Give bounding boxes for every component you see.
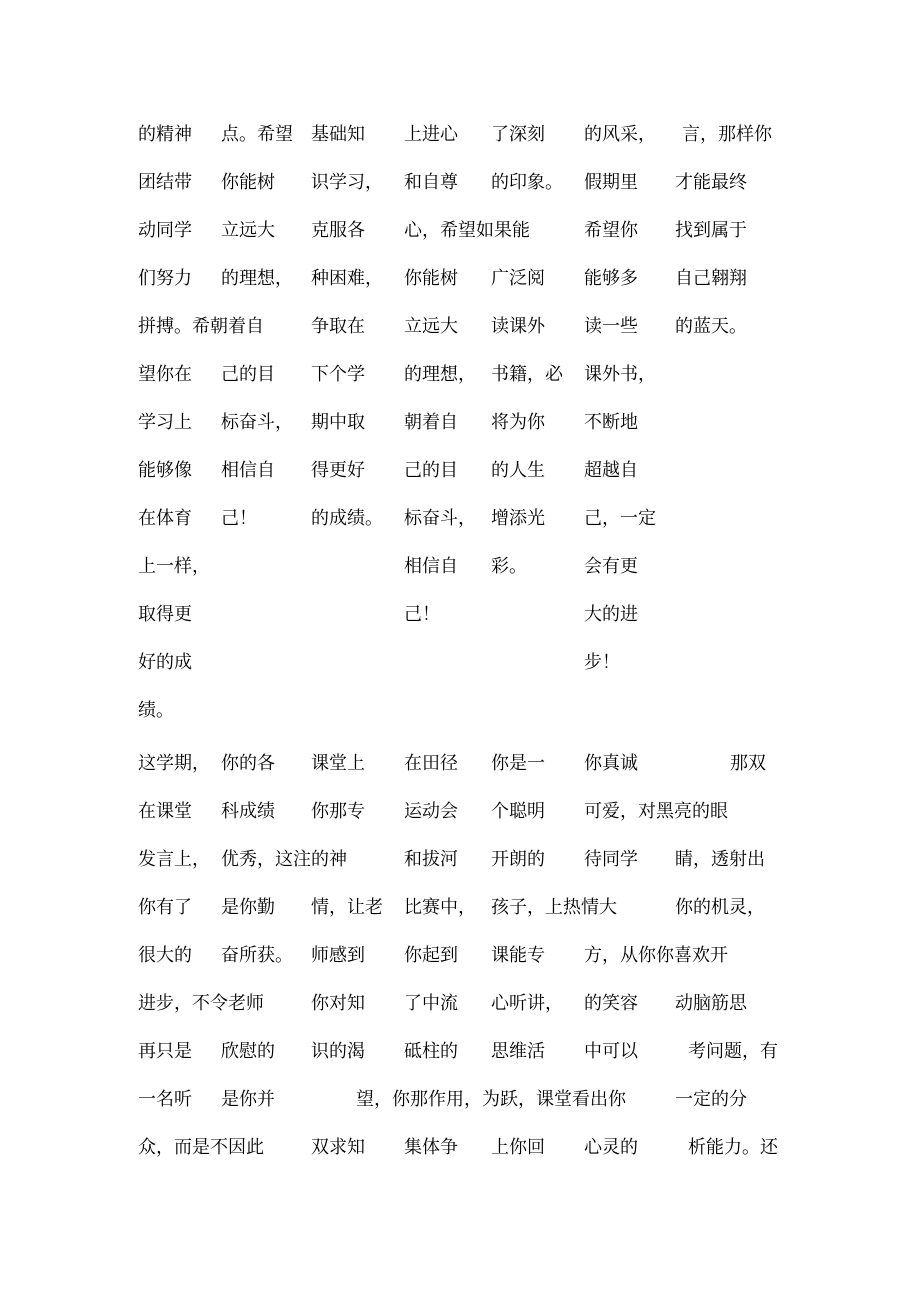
text-cell: 心灵的 — [584, 1137, 638, 1158]
text-cell: 的印象。 — [491, 172, 563, 193]
text-cell: 很大的 — [138, 945, 192, 966]
text-cell: 奋所获。 — [221, 945, 293, 966]
text-cell: 集体争 — [404, 1137, 458, 1158]
text-cell: 进步，不令老师 — [138, 993, 264, 1014]
text-cell: 开朗的 — [491, 849, 545, 870]
text-cell: 争取在 — [311, 316, 365, 337]
text-cell: 们努力 — [138, 268, 192, 289]
text-cell: 个聪明 — [491, 801, 545, 822]
text-cell: 了深刻 — [491, 124, 545, 145]
text-cell: 你有了 — [138, 897, 192, 918]
text-cell: 待同学 — [584, 849, 638, 870]
text-cell: 你的机灵， — [675, 897, 765, 918]
text-cell: 师感到 — [311, 945, 365, 966]
text-cell: 发言上， — [138, 849, 210, 870]
text-cell: 你真诚 — [584, 753, 638, 774]
text-cell: 课能专 — [491, 945, 545, 966]
text-cell: 不断地 — [584, 412, 638, 433]
text-cell: 优秀，这注的神 — [221, 849, 347, 870]
text-cell: 好的成 — [138, 652, 192, 673]
text-cell: 能够多 — [584, 268, 638, 289]
text-cell: 情，让老 — [311, 897, 383, 918]
text-cell: 了中流 — [404, 993, 458, 1014]
text-cell: 中可以 — [584, 1041, 638, 1062]
text-cell: 砥柱的 — [404, 1041, 458, 1062]
text-cell: 基础知 — [311, 124, 365, 145]
text-cell: 在课堂 — [138, 801, 192, 822]
text-cell: 读课外 — [491, 316, 545, 337]
text-cell: 望你在 — [138, 364, 192, 385]
text-cell: 再只是 — [138, 1041, 192, 1062]
text-cell: 相信自 — [221, 460, 275, 481]
text-cell: 识的渴 — [311, 1041, 365, 1062]
text-cell: 运动会 — [404, 801, 458, 822]
text-cell: 拼搏。希朝着自 — [138, 316, 264, 337]
text-cell: 科成绩 — [221, 801, 275, 822]
text-cell: 心，希望如果能 — [404, 220, 530, 241]
text-cell: 期中取 — [311, 412, 365, 433]
text-cell: 的理想， — [404, 364, 476, 385]
text-cell: 的精神 — [138, 124, 192, 145]
text-cell: 绩。 — [138, 700, 174, 721]
text-cell: 将为你 — [491, 412, 545, 433]
text-cell: 己，一定 — [584, 508, 656, 529]
text-cell: 孩子，上热情大 — [491, 897, 617, 918]
text-cell: 你的各 — [221, 753, 275, 774]
text-cell: 己！ — [221, 508, 257, 529]
text-cell: 超越自 — [584, 460, 638, 481]
text-cell: 睛，透射出 — [675, 849, 765, 870]
text-cell: 析能力。还 — [688, 1137, 778, 1158]
text-cell: 取得更 — [138, 604, 192, 625]
text-cell: 克服各 — [311, 220, 365, 241]
text-cell: 你能树 — [221, 172, 275, 193]
text-cell: 标奋斗， — [221, 412, 293, 433]
text-cell: 一定的分 — [675, 1089, 747, 1110]
text-cell: 一名听 — [138, 1089, 192, 1110]
text-cell: 你能树 — [404, 268, 458, 289]
text-cell: 自己翱翔 — [675, 268, 747, 289]
text-cell: 在体育 — [138, 508, 192, 529]
text-cell: 那双 — [730, 753, 766, 774]
text-cell: 得更好 — [311, 460, 365, 481]
text-cell: 思维活 — [491, 1041, 545, 1062]
text-cell: 上一样， — [138, 556, 210, 577]
text-cell: 你对知 — [311, 993, 365, 1014]
text-cell: 上你回 — [491, 1137, 545, 1158]
text-cell: 点。希望 — [221, 124, 293, 145]
text-cell: 己的目 — [221, 364, 275, 385]
text-cell: 比赛中， — [404, 897, 476, 918]
text-cell: 假期里 — [584, 172, 638, 193]
text-cell: 在田径 — [404, 753, 458, 774]
text-cell: 的蓝天。 — [675, 316, 747, 337]
text-cell: 标奋斗， — [404, 508, 476, 529]
text-cell: 种困难， — [311, 268, 383, 289]
text-cell: 双求知 — [311, 1137, 365, 1158]
text-cell: 会有更 — [584, 556, 638, 577]
text-cell: 书籍，必 — [491, 364, 563, 385]
text-cell: 考问题，有 — [688, 1041, 778, 1062]
text-cell: 团结带 — [138, 172, 192, 193]
text-cell: 己的目 — [404, 460, 458, 481]
text-cell: 相信自 — [404, 556, 458, 577]
text-cell: 言，那样你 — [682, 124, 772, 145]
text-cell: 能够像 — [138, 460, 192, 481]
text-cell: 希望你 — [584, 220, 638, 241]
text-cell: 的风采， — [584, 124, 656, 145]
text-cell: 己！ — [404, 604, 440, 625]
text-cell: 课堂上 — [311, 753, 365, 774]
text-cell: 这学期， — [138, 753, 210, 774]
text-cell: 众，而是不因此 — [138, 1137, 264, 1158]
text-cell: 的理想， — [221, 268, 293, 289]
text-cell: 才能最终 — [675, 172, 747, 193]
text-cell: 识学习， — [311, 172, 383, 193]
text-cell: 下个学 — [311, 364, 365, 385]
text-cell: 立远大 — [221, 220, 275, 241]
text-cell: 大的进 — [584, 604, 638, 625]
text-cell: 找到属于 — [675, 220, 747, 241]
text-cell: 心听讲， — [491, 993, 563, 1014]
text-cell: 步！ — [584, 652, 620, 673]
text-cell: 和自尊 — [404, 172, 458, 193]
text-cell: 欣慰的 — [221, 1041, 275, 1062]
text-cell: 的人生 — [491, 460, 545, 481]
text-cell: 的成绩。 — [311, 508, 383, 529]
text-cell: 的笑容 — [584, 993, 638, 1014]
text-cell: 朝着自 — [404, 412, 458, 433]
text-cell: 望，你那作用，为跃，课堂看出你 — [356, 1089, 626, 1110]
text-cell: 课外书， — [584, 364, 656, 385]
text-cell: 彩。 — [491, 556, 527, 577]
text-cell: 你那专 — [311, 801, 365, 822]
text-cell: 是你并 — [221, 1089, 275, 1110]
text-cell: 学习上 — [138, 412, 192, 433]
text-cell: 动脑筋思 — [675, 993, 747, 1014]
text-cell: 可爱，对黑亮的眼 — [584, 801, 728, 822]
text-cell: 和拔河 — [404, 849, 458, 870]
text-cell: 立远大 — [404, 316, 458, 337]
text-cell: 动同学 — [138, 220, 192, 241]
text-cell: 你起到 — [404, 945, 458, 966]
text-cell: 上进心 — [404, 124, 458, 145]
text-cell: 你是一 — [491, 753, 545, 774]
text-cell: 是你勤 — [221, 897, 275, 918]
text-cell: 广泛阅 — [491, 268, 545, 289]
text-cell: 读一些 — [584, 316, 638, 337]
text-cell: 增添光 — [491, 508, 545, 529]
text-cell: 方，从你你喜欢开 — [584, 945, 728, 966]
